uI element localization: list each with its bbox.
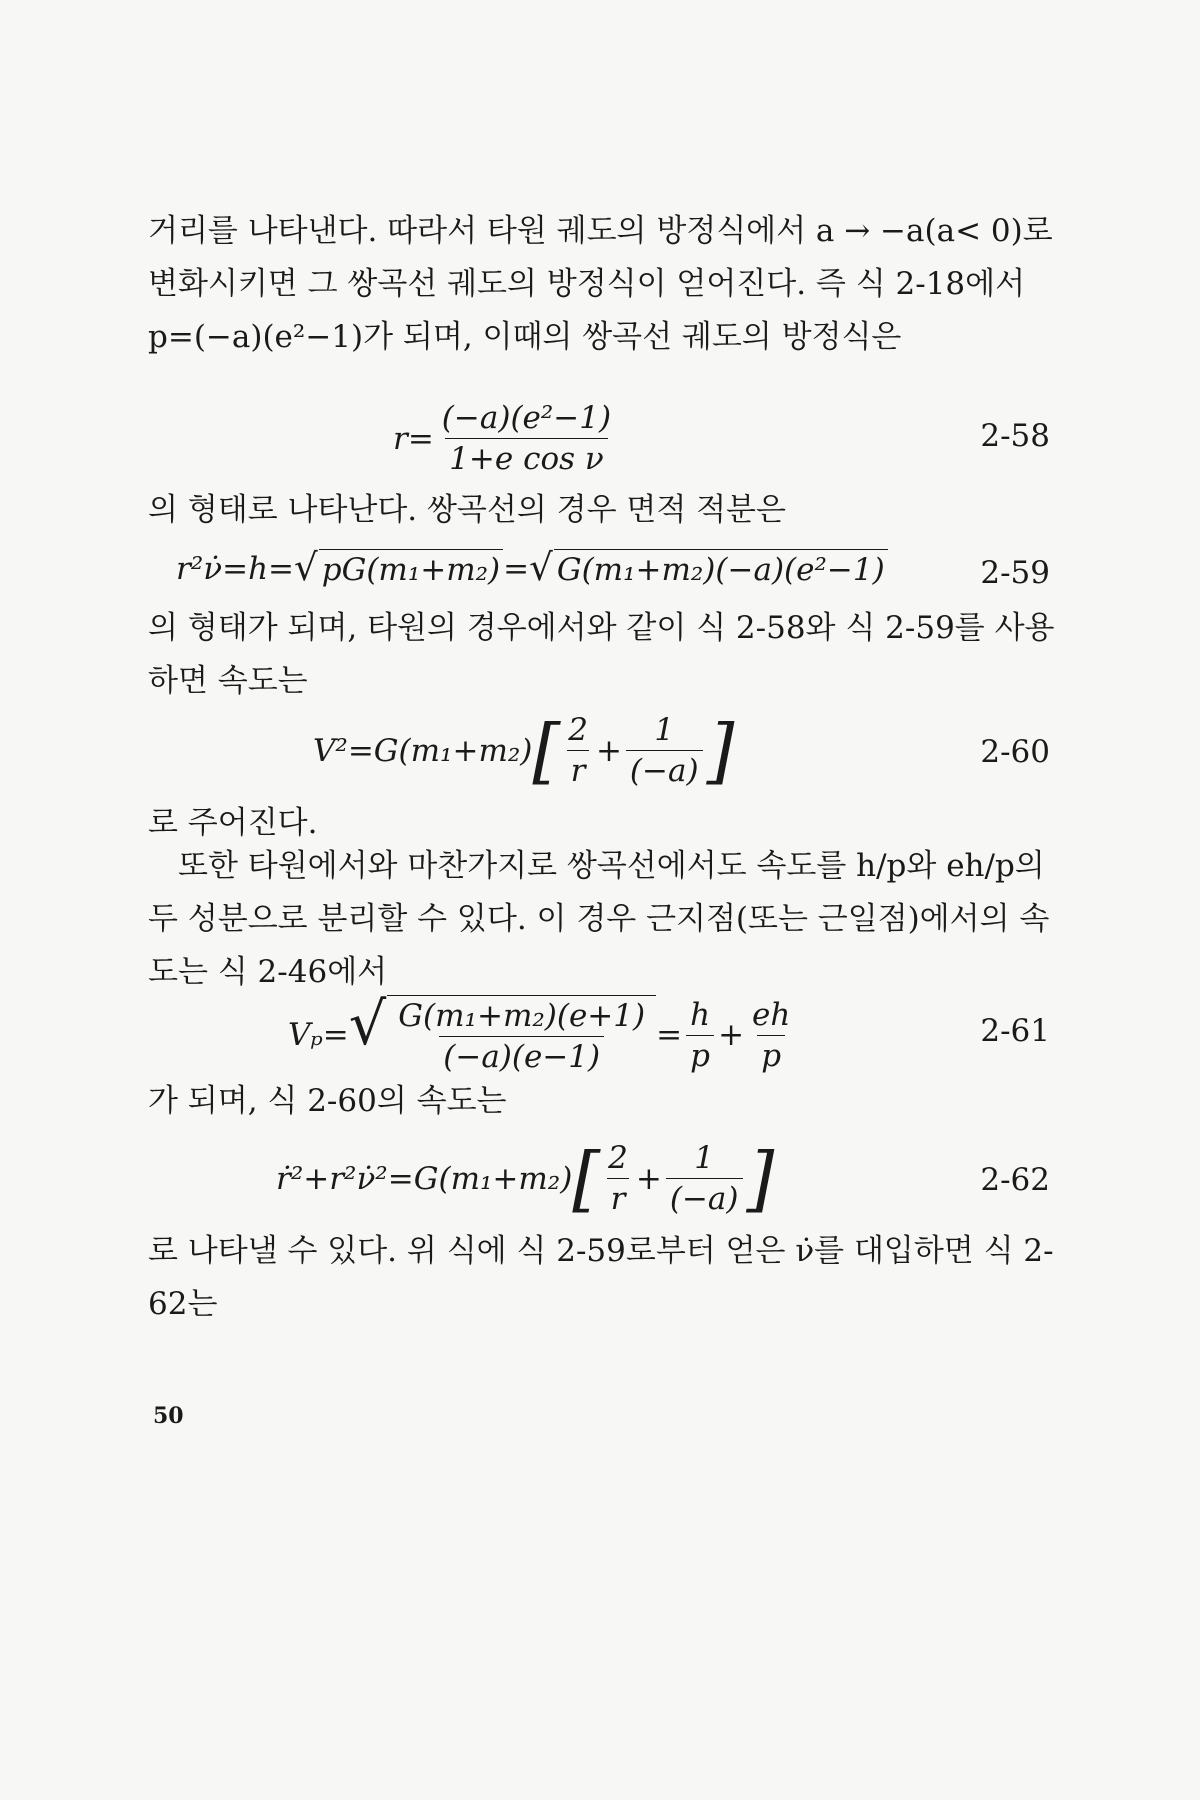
eq59-equals: = [503, 550, 530, 587]
paragraph-velocity-intro: 의 형태가 되며, 타원의 경우에서와 같이 식 2-58와 식 2-59를 사용하면 속도는 [148, 610, 1055, 699]
eq61-lhs: Vₚ= [288, 1017, 349, 1053]
paragraph-given: 로 주어진다. [148, 805, 318, 841]
eq62-fraction-1 [604, 1140, 632, 1217]
equation-2-59 [148, 545, 1058, 597]
eq61-fraction-2 [748, 997, 794, 1074]
equation-number-2-59: 2-59 [980, 555, 1050, 591]
eq61-equals: = [656, 1017, 683, 1053]
eq62-frac1-denominator: r [607, 1178, 630, 1217]
eq61-frac1-denominator: p [686, 1035, 714, 1074]
eq58-fraction [438, 400, 615, 477]
equation-number-2-62: 2-62 [980, 1162, 1050, 1198]
eq60-open-bracket: [ [532, 708, 561, 792]
eq61-sqrt-denominator: (−a)(e−1) [439, 1036, 604, 1075]
eq61-sqrt [348, 989, 656, 1075]
eq61-frac2-denominator: p [757, 1035, 785, 1074]
paragraph-substitution: 로 나타낼 수 있다. 위 식에 식 2-59로부터 얻은 ν̇를 대입하면 식 2-62는 [148, 1233, 1054, 1322]
paragraph-area-integral: 의 형태로 나타난다. 쌍곡선의 경우 면적 적분은 [148, 492, 786, 528]
eq60-frac1-denominator: r [567, 750, 590, 789]
eq61-sqrt-numerator: G(m₁+m₂)(e+1) [398, 998, 646, 1034]
eq59-sqrt-1 [294, 545, 503, 589]
eq61-frac2-numerator: eh [752, 996, 791, 1033]
paragraph-intro: 거리를 나타낸다. 따라서 타원 궤도의 방정식에서 a → −a(a< 0)로 변화시키면 그 쌍곡선 궤도의 방정식이 얻어진다. 즉 식 2-18에서 p=(−a)(e²−1)가 되며, 이때의 쌍곡선 궤도의 방정식은 [148, 213, 1053, 355]
eq60-fraction-1 [564, 712, 592, 789]
eq60-lhs: V²=G(m₁+m₂) [313, 732, 533, 769]
eq59-lhs: r²ν̇=h= [176, 550, 295, 587]
eq61-sqrt-fraction [394, 998, 649, 1075]
eq62-open-bracket: [ [572, 1136, 601, 1220]
radical-sign: √ [348, 989, 387, 1058]
paragraph-components: 또한 타원에서와 마찬가지로 쌍곡선에서도 속도를 h/p와 eh/p의 두 성분으로 분리할 수 있다. 이 경우 근지점(또는 근일점)에서의 속도는 식 2-46에서 [148, 848, 1050, 990]
eq61-sqrt-content [387, 995, 656, 1075]
eq60-fraction-2 [626, 712, 703, 789]
equation-2-61 [148, 989, 1058, 1075]
eq61-plus: + [718, 1017, 745, 1053]
equation-2-60 [148, 708, 1058, 794]
equation-number-2-58: 2-58 [980, 418, 1050, 454]
eq61-frac1-numerator: h [690, 996, 711, 1033]
eq61-fraction-1 [686, 997, 714, 1074]
radical-sign: √ [294, 545, 318, 589]
eq60-frac2-denominator: (−a) [626, 750, 703, 789]
paragraph-eq60-velocity: 가 되며, 식 2-60의 속도는 [148, 1083, 507, 1119]
eq62-lhs: ṙ²+r²ν̇²=G(m₁+m₂) [276, 1160, 573, 1197]
eq62-frac1-numerator: 2 [608, 1140, 628, 1176]
eq60-plus: + [595, 732, 622, 769]
page-number: 50 [153, 1403, 184, 1429]
eq58-denominator: 1+e cos ν [445, 438, 608, 477]
eq62-fraction-2 [666, 1140, 743, 1217]
radical-sign: √ [529, 545, 553, 589]
eq59-sqrt-2 [529, 545, 888, 589]
equation-number-2-61: 2-61 [980, 1013, 1050, 1049]
eq62-frac2-numerator: 1 [694, 1140, 715, 1176]
eq59-sqrt-2-content: G(m₁+m₂)(−a)(e²−1) [554, 549, 888, 588]
equation-2-62 [148, 1136, 1058, 1222]
eq59-sqrt-1-content: pG(m₁+m₂) [319, 549, 503, 588]
eq58-numerator: (−a)(e²−1) [441, 400, 612, 436]
eq58-lhs: r= [393, 420, 434, 457]
equation-number-2-60: 2-60 [980, 734, 1050, 770]
eq60-frac1-numerator: 2 [568, 712, 588, 748]
eq62-plus: + [635, 1160, 662, 1197]
eq60-close-bracket: ] [706, 708, 735, 792]
eq60-frac2-numerator: 1 [654, 712, 675, 748]
eq62-close-bracket: ] [746, 1136, 775, 1220]
equation-2-58 [148, 400, 1058, 480]
eq62-frac2-denominator: (−a) [666, 1178, 743, 1217]
